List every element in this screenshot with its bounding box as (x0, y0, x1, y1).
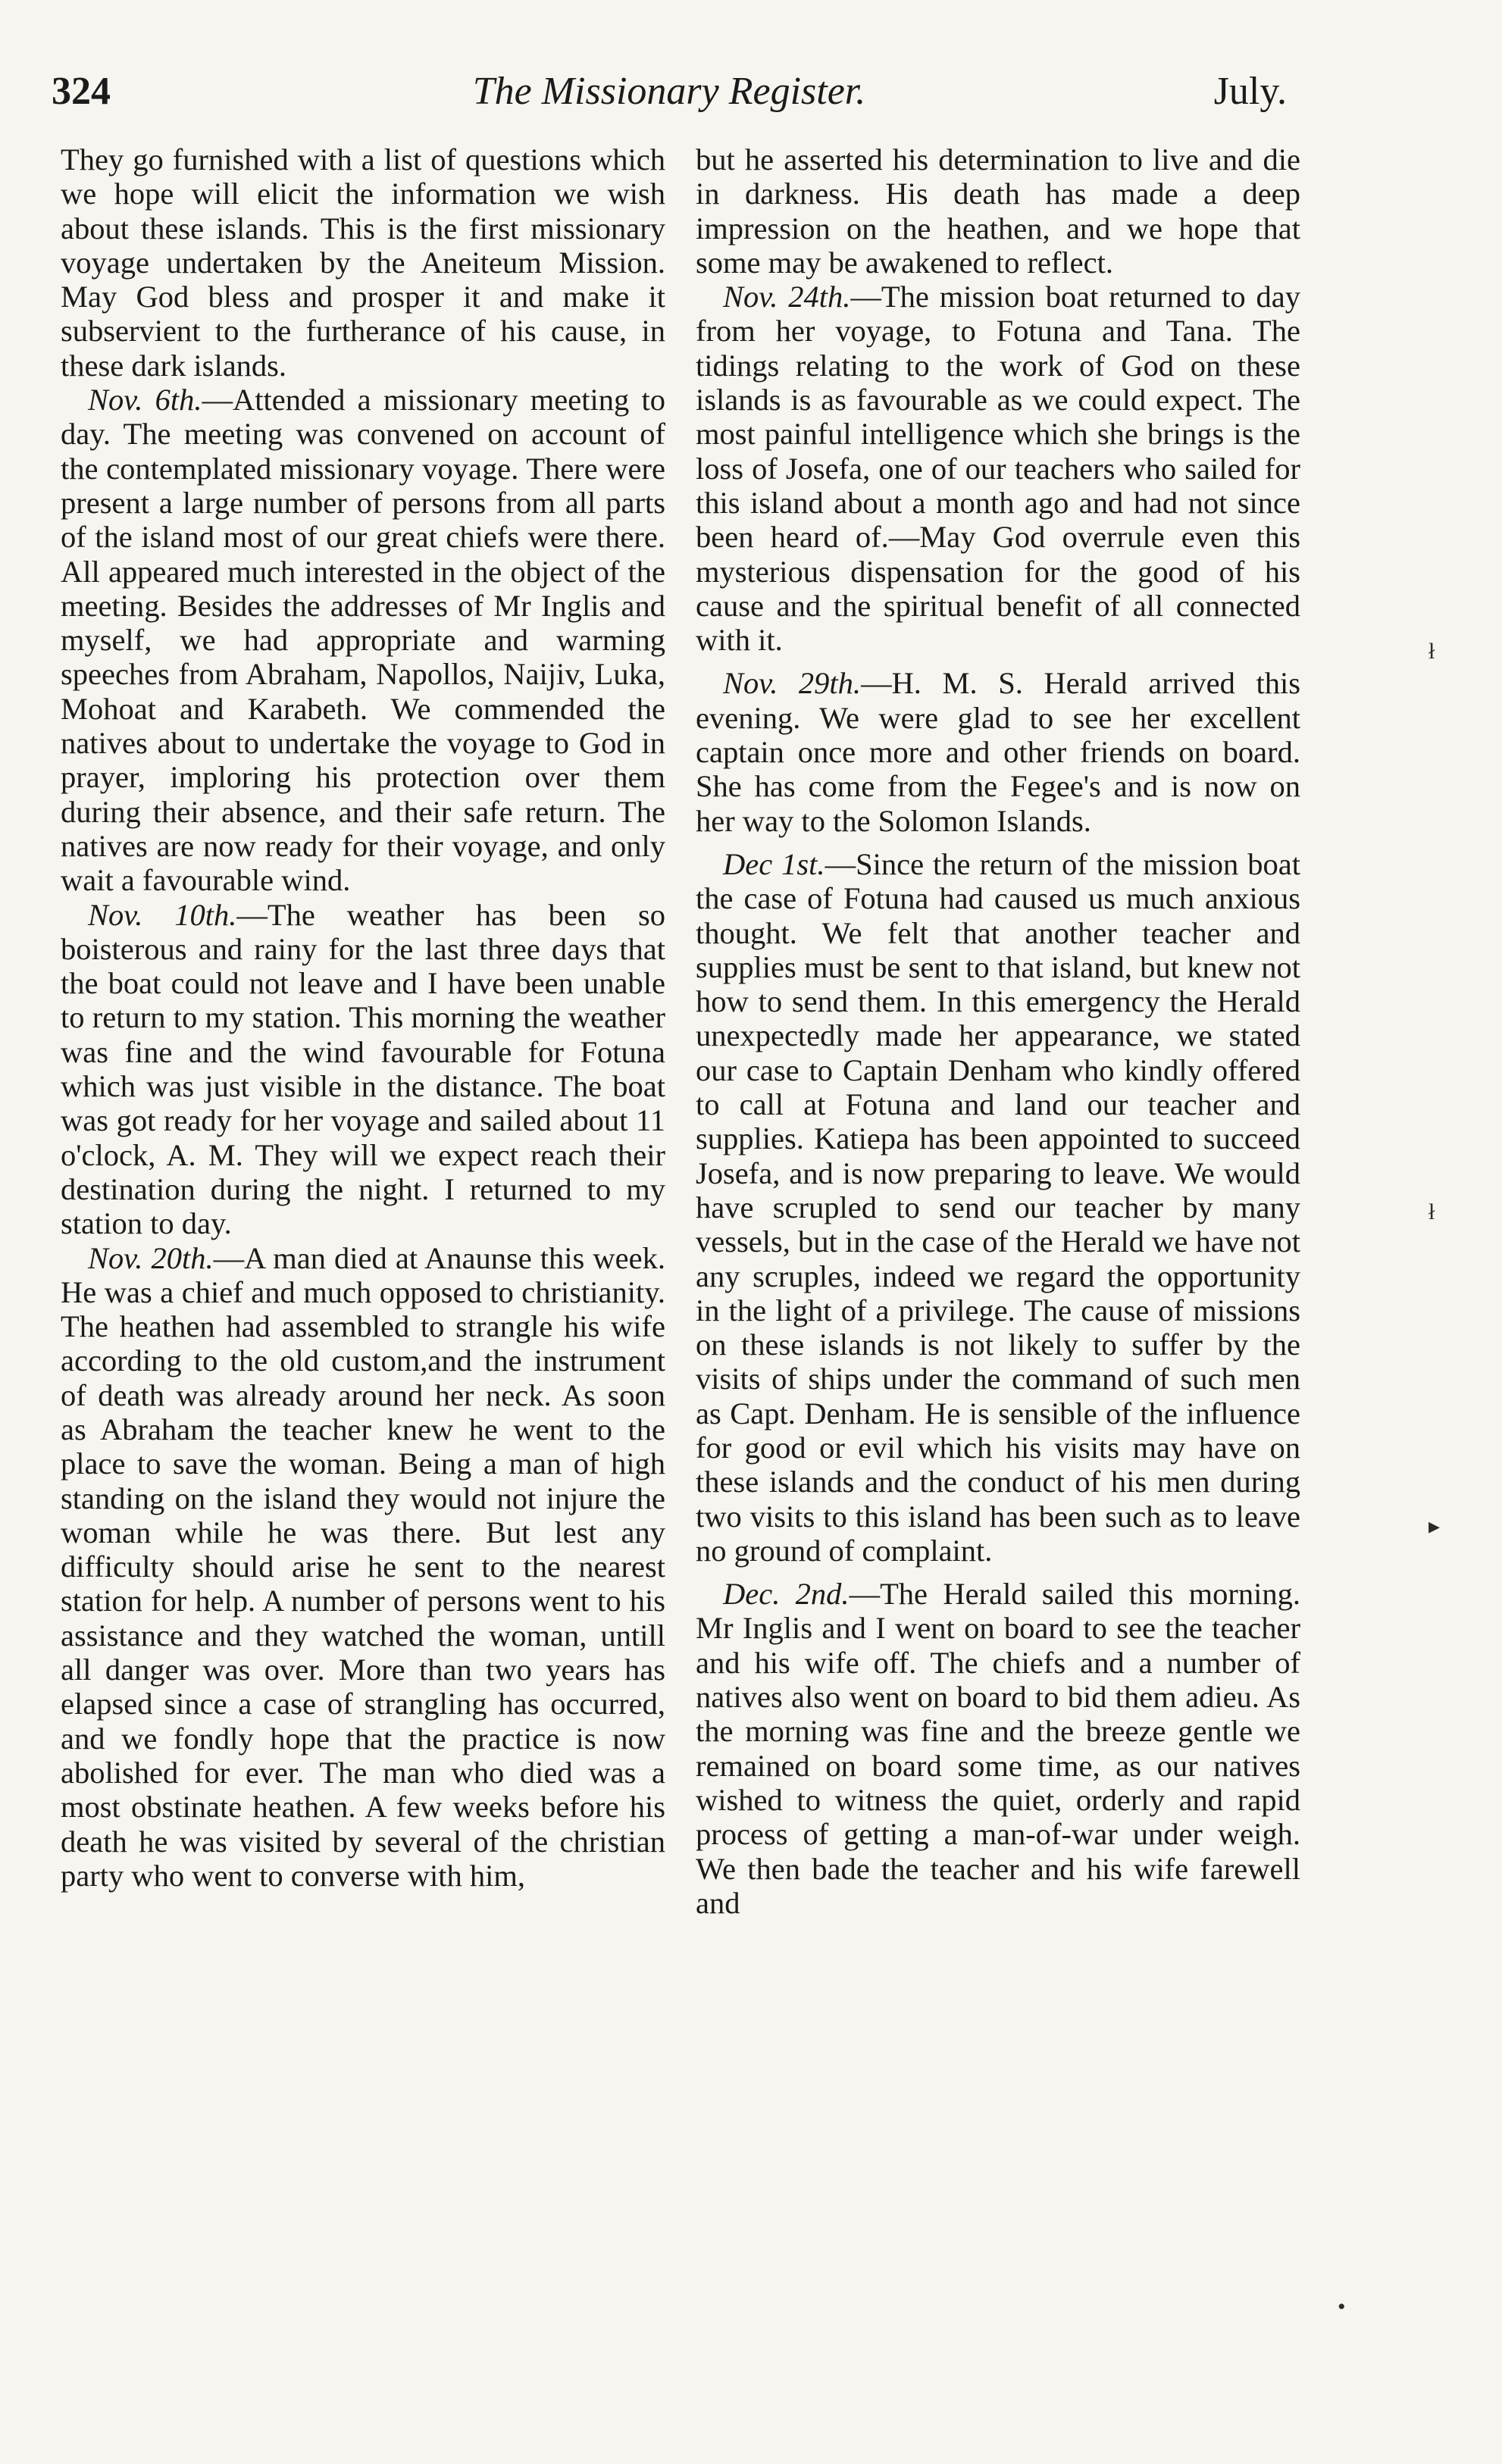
entry-text: —Since the return of the mission boat the case of Fotuna had caused us much anxious thought. We felt that another teacher and supplies must be sent to that island, but knew not how to send them. In this emergency the Herald unexpectedly made her appearance, we stated our case to Captain Denham who kindly offered to call at Fotuna and land our teacher and supplies. Katiepa has been appointed to succeed Josefa, and is now preparing to leave. We would have scrupled to send our teacher by many vessels, but in the case of the Herald we have not any scruples, indeed we regard the opportunity in the light of a privilege. The cause of missions on these islands is not likely to suffer by the visits of ships under the command of such men as Capt. Denham. He is sensible of the influence for good or evil which his visits may have on these islands and the conduct of his men during two visits to this island has been such as to leave no ground of complaint. (696, 846, 1300, 1568)
entry-text: —The weather has been so boisterous and rainy for the last three days that the boat could not leave and I have been unable to return to my station. This morning the weather was fine and the wind favourable for Fotuna which was just visible in the distance. The boat was got ready for her voyage and sailed about 11 o'clock, A. M. They will we expect reach their destination during the night. I returned to my station to day. (61, 897, 665, 1241)
left-column (61, 142, 665, 2340)
entry-text: but he asserted his determination to live and die in darkness. His death has made a deep impression on the heathen, and we hope that some may be awakened to reflect. (696, 142, 1300, 280)
journal-paragraph (696, 280, 1300, 657)
entry-date: Nov. 6th. (88, 383, 202, 417)
entry-date: Nov. 10th. (88, 897, 237, 932)
right-column (696, 142, 1300, 2340)
journal-title: The Missionary Register. (472, 70, 866, 113)
journal-paragraph (61, 1241, 665, 1893)
journal-paragraph (696, 142, 1300, 280)
entry-date: Dec 1st. (723, 846, 825, 881)
entry-date: Nov. 29th. (723, 666, 862, 701)
running-header (52, 65, 1287, 118)
journal-paragraph (696, 847, 1300, 1568)
journal-paragraph (61, 898, 665, 1241)
entry-text: —Attended a missionary meeting to day. The meeting was convened on account of the contemplated missionary voyage. There were present a large number of persons from all parts of the island most of our great chiefs were there. All appeared much interested in the object of the meeting. Besides the addresses of Mr Inglis and myself, we had appropriate and warming speeches from Abraham, Napollos, Naijiv, Luka, Mohoat and Karabeth. We commended the natives about to undertake the voyage to God in prayer, imploring his protection over them during their absence, and their safe return. The natives are now ready for their voyage, and only wait a favourable wind. (61, 383, 665, 898)
entry-text: —The mission boat returned to day from her voyage, to Fotuna and Tana. The tidings relating to the work of God on these islands is as favourable as we could expect. The most painful intelligence which she brings is the loss of Josefa, one of our teachers who sailed for this island about a month ago and had not since been heard of.—May God overrule even this mysterious dispensation for the good of his cause and the spiritual benefit of all connected with it. (696, 280, 1300, 658)
page-number: 324 (52, 70, 111, 113)
entry-date: Dec. 2nd. (723, 1577, 850, 1612)
entry-date: Nov. 24th. (723, 280, 851, 314)
journal-paragraph (696, 1577, 1300, 1920)
entry-text: —H. M. S. Herald arrived this evening. We were glad to see her excellent captain once more and other friends on board. She has come from the Fegee's and is now on her way to the Solomon Islands. (696, 666, 1300, 838)
entry-text: —The Herald sailed this morning. Mr Inglis and I went on board to see the teacher and his wife off. The chiefs and a number of natives also went on board to bid them adieu. As the morning was fine and the breeze gentle we remained on board some time, as our natives wished to witness the quiet, orderly and rapid process of getting a man-of-war under weigh. We then bade the teacher and his wife farewell and (696, 1577, 1300, 1920)
margin-mark: ▸ (1428, 1514, 1441, 1539)
journal-paragraph (61, 383, 665, 897)
entry-text: They go furnished with a list of questions which we hope will elicit the information we wish about these islands. This is the first missionary voyage undertaken by the Aneiteum Mission. May God bless and prosper it and make it subservient to the furtherance of his cause, in these dark islands. (61, 142, 665, 383)
journal-paragraph (61, 142, 665, 383)
journal-paragraph (696, 666, 1300, 837)
entry-date: Nov. 20th. (88, 1240, 214, 1275)
margin-mark: ł (1428, 1199, 1435, 1224)
entry-text: —A man died at Anaunse this week. He was a chief and much opposed to christianity. The heathen had assembled to strangle his wife according to the old custom,and the instrument of death was already around her neck. As soon as Abraham the teacher knew he went to the place to save the woman. Being a man of high standing on the island they would not injure the woman while he was there. But lest any difficulty should arise he sent to the nearest station for help. A number of persons went to his assistance and they watched the woman, untill all danger was over. More than two years has elapsed since a case of strangling has occurred, and we fondly hope that the practice is now abolished for ever. The man who died was a most obstinate heathen. A few weeks before his death he was visited by several of the christian party who went to converse with him, (61, 1240, 665, 1893)
issue-month: July. (1213, 70, 1287, 113)
margin-mark: • (1338, 2294, 1346, 2319)
margin-mark: ł (1428, 639, 1435, 664)
